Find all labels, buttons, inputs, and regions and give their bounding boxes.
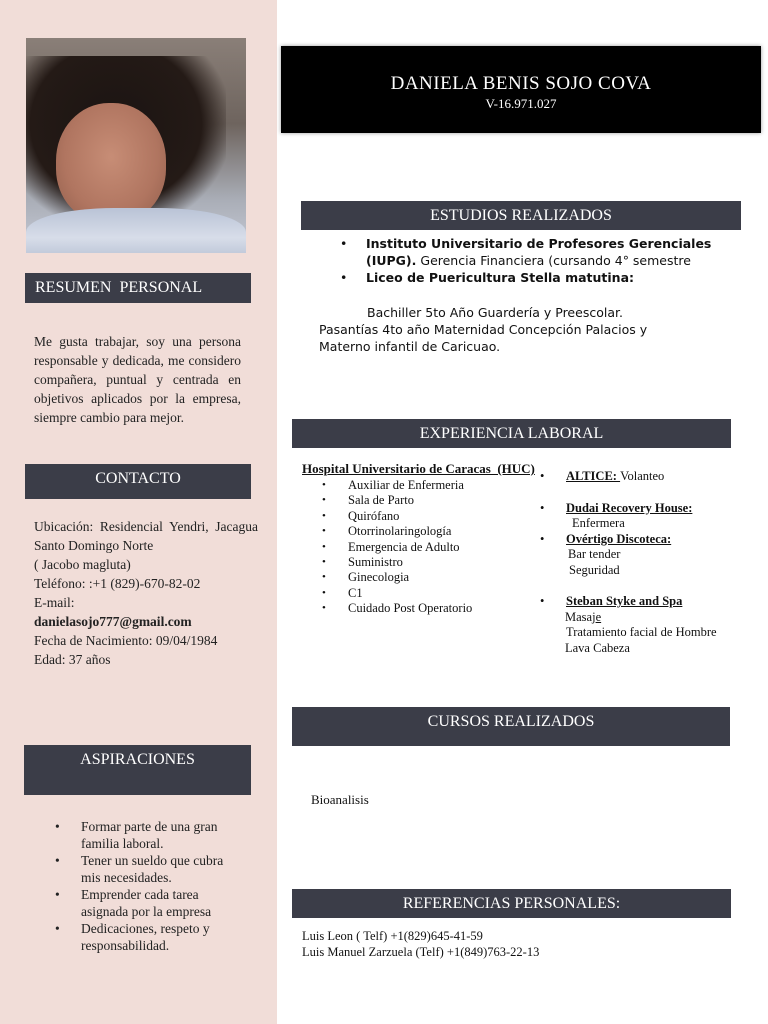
list-item: • Formar parte de una gran familia laboral. [55,818,245,852]
referencias-title: REFERENCIAS PERSONALES: [402,895,621,912]
hospital-list [322,478,532,617]
ubicacion-text: Ubicación: Residencial Yendri, Jacagua Santo Domingo Norte [34,519,258,553]
ubicacion-extra-text: ( Jacobo magluta) [34,557,131,572]
estudios-header [301,201,741,230]
altice-role: Volanteo [620,469,665,483]
pasantias-text: Pasantías 4to año Maternidad Concepción Palacios y Materno infantil de Caricuao. [319,322,648,354]
list-item: • Suministro [322,555,532,570]
telefono-text: Teléfono: :+1 (829)-670-82-02 [34,576,201,591]
nacimiento-text: Fecha de Nacimiento: 09/04/1984 [34,633,218,648]
referencias-header [292,889,731,918]
estudios-list [340,235,720,286]
list-item: Luis Leon ( Telf) +1(829)645-41-59 [302,929,483,943]
estudio-1-institution: Instituto Universitario de Profesores Gerenciales (IUPG). [366,236,712,268]
dudai-entry: • Dudai Recovery House: [540,500,693,515]
dudai-title: Dudai Recovery House: [566,500,693,515]
email-label: E-mail: [34,595,75,610]
list-item: • Quirófano [322,509,532,524]
contacto-header [25,464,251,499]
resumen-text: Me gusta trabajar, soy una persona responsable y dedicada, me considero compañera, puntual y centrada en objetivos aplicados por la empresa, siempre cambio para mejor. [34,334,241,425]
contacto-block [34,517,258,669]
resumen-title: RESUMEN PERSONAL [35,279,203,296]
resumen-header [25,273,251,303]
experiencia-right-column [540,469,760,656]
contacto-title: CONTACTO [95,470,181,487]
aspiraciones-list [55,818,245,954]
steban-role-3: Lava Cabeza [565,640,630,655]
estudio-2-institution: Liceo de Puericultura Stella matutina: [366,270,634,285]
aspiraciones-header [24,745,251,795]
overtigo-title: Ovértigo Discoteca: [566,531,672,546]
list-item: • Otorrinolaringología [322,524,532,539]
aspiraciones-title: ASPIRACIONES [80,751,195,768]
referencias-list [302,929,539,960]
steban-role-2: Tratamiento facial de Hombre [566,625,717,639]
overtigo-role-1: Bar tender [568,547,621,561]
list-item: • Emprender cada tarea asignada por la empresa [55,886,245,920]
steban-title: Steban Styke and Spa [566,594,683,608]
steban-role-masaje: Masaje [565,609,602,624]
list-item: • Tener un sueldo que cubra mis necesidades. [55,852,245,886]
full-name: DANIELA BENIS SOJO COVA [390,73,652,94]
profile-photo [26,38,246,253]
list-item: • Ginecologia [322,570,532,585]
list-item: • Sala de Parto [322,493,532,508]
overtigo-role-2: Seguridad [569,562,620,577]
cursos-header [292,707,730,746]
experiencia-header [292,419,731,448]
overtigo-entry: • Ovértigo Discoteca: [540,531,672,546]
experiencia-title: EXPERIENCIA LABORAL [419,425,604,442]
list-item: Luis Manuel Zarzuela (Telf) +1(849)763-22-13 [302,944,540,959]
list-item: • Auxiliar de Enfermeria [322,478,532,493]
curso-item: Bioanalisis [311,792,369,807]
estudio-2-detail: Bachiller 5to Año Guardería y Preescolar. [367,305,623,320]
list-item [340,235,720,269]
edad-text: Edad: 37 años [34,652,111,667]
estudios-title: ESTUDIOS REALIZADOS [430,207,612,224]
altice-entry: • ALTICE: Volanteo [540,469,665,483]
steban-entry: • Steban Styke and Spa [540,594,683,608]
id-number: V-16.971.027 [485,96,557,111]
estudio-1-detail: Gerencia Financiera (cursando 4° semestre [416,253,691,268]
cursos-title: CURSOS REALIZADOS [427,713,595,730]
list-item: • C1 [322,586,532,601]
list-item: • Dedicaciones, respeto y responsabilidad. [55,920,245,954]
email-link[interactable]: danielasojo777@gmail.com [34,614,192,629]
list-item: • Emergencia de Adulto [322,540,532,555]
hospital-title: Hospital Universitario de Caracas (HUC) [302,461,535,476]
sidebar [0,0,277,1024]
list-item: • Cuidado Post Operatorio [322,601,532,616]
dudai-role: Enfermera [572,516,625,530]
name-banner [281,46,761,133]
list-item [340,269,720,286]
altice-title: ALTICE: [566,469,621,483]
